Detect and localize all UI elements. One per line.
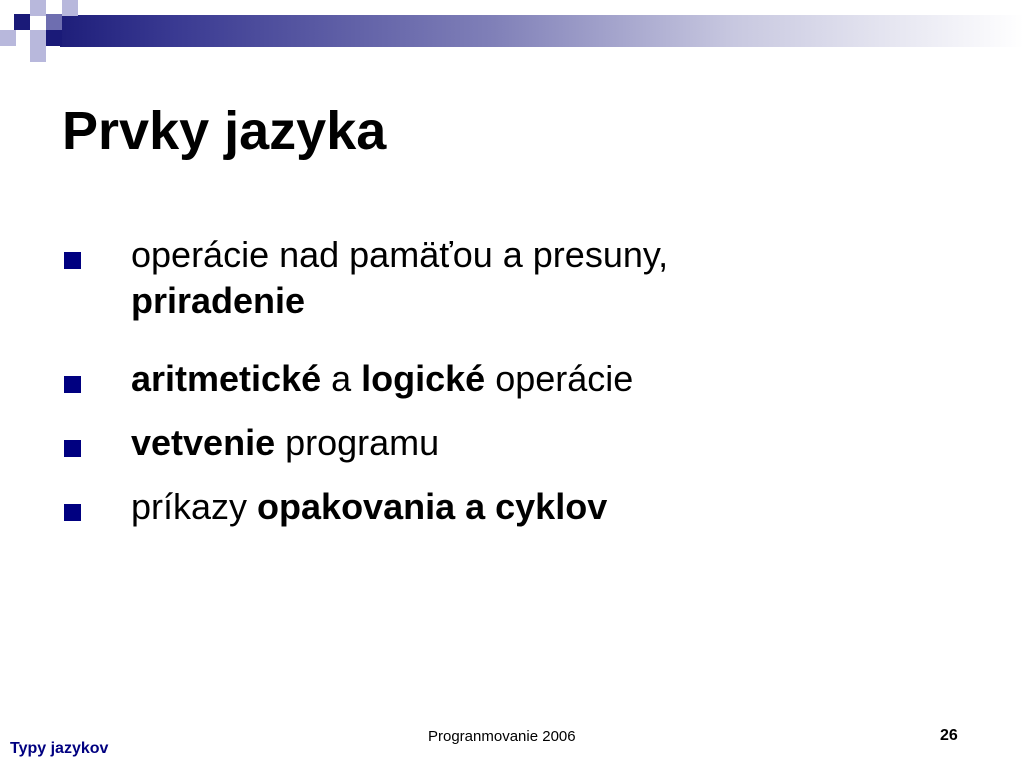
header-square-decoration (30, 30, 46, 46)
bullet-line (131, 232, 851, 278)
header-square-decoration (0, 30, 16, 46)
bullet-text-bold: aritmetické (131, 358, 322, 399)
bullet-line (131, 420, 851, 466)
slide-title: Prvky jazyka (62, 101, 387, 161)
header-gradient-bar (60, 15, 1024, 47)
bullet-text-run: programu (275, 422, 440, 463)
bullet-square-icon (64, 252, 81, 269)
bullet-line (131, 484, 851, 530)
bullet-line (131, 356, 851, 402)
header-square-decoration (46, 14, 62, 30)
bullet-text-bold: opakovania a cyklov (257, 486, 608, 527)
bullet-text-run: operácie nad pamäťou a presuny, (131, 234, 669, 275)
bullet-square-icon (64, 440, 81, 457)
header-square-decoration (14, 14, 30, 30)
bullet-text-bold: priradenie (131, 280, 306, 321)
bullet-text-bold: vetvenie (131, 422, 276, 463)
bullet-line (131, 278, 851, 324)
header-square-decoration (30, 0, 46, 16)
bullet-text (131, 484, 851, 530)
header-square-decoration (62, 0, 78, 16)
footer-section-title: Typy jazykov (10, 740, 109, 757)
bullet-text-run: operácie (485, 358, 634, 399)
footer-page-number: 26 (940, 727, 958, 744)
footer-course-name: Progranmovanie 2006 (428, 728, 576, 745)
bullet-text (131, 420, 851, 466)
bullet-square-icon (64, 504, 81, 521)
bullet-text-bold: logické (361, 358, 486, 399)
bullet-text (131, 356, 851, 402)
bullet-text (131, 232, 851, 324)
bullet-text-run: a (321, 358, 362, 399)
header-square-decoration (46, 30, 62, 46)
bullet-square-icon (64, 376, 81, 393)
bullet-text-run: príkazy (131, 486, 258, 527)
header-square-decoration (30, 46, 46, 62)
